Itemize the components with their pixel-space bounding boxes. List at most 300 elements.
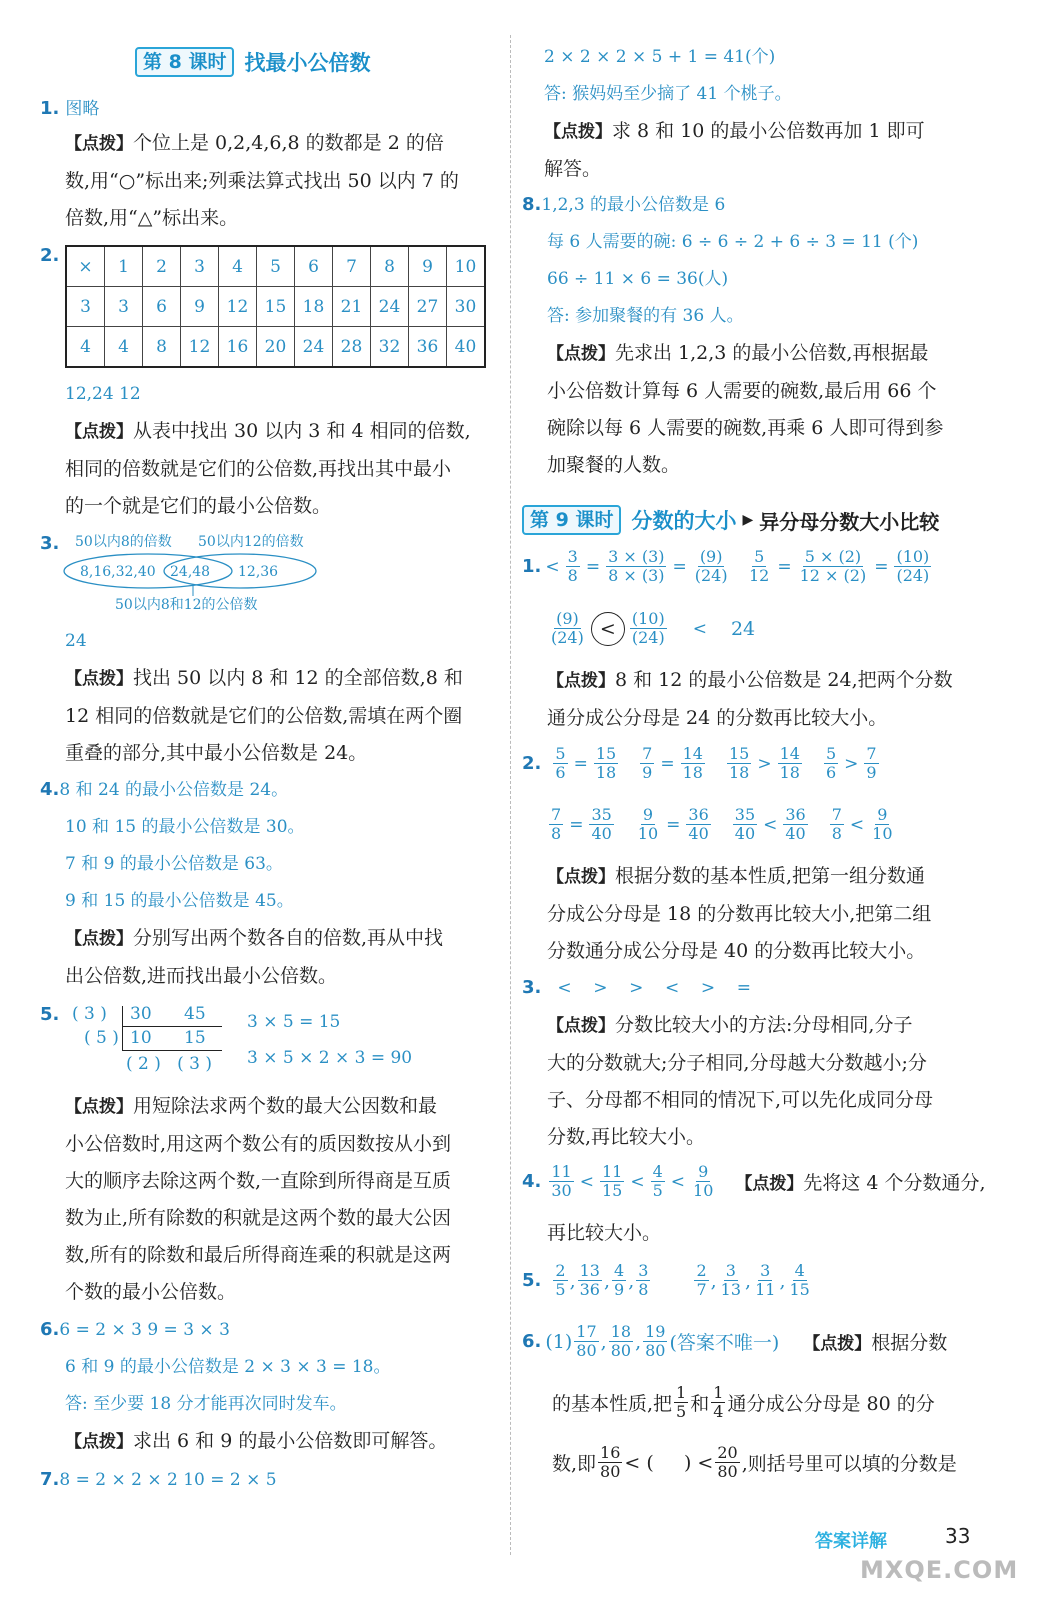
- fraction: [787, 1262, 811, 1299]
- answer-line: 6 和 9 的最小公倍数是 2 × 3 × 3 = 18。: [65, 1357, 391, 1377]
- tip-line: 8 和 12 的最小公倍数是 24,把两个分数: [615, 669, 953, 691]
- tip-line: 分成公分母是 18 的分数再比较大小,把第二组: [547, 903, 932, 925]
- question-number: 3.: [40, 533, 60, 554]
- numerator: 7: [551, 805, 562, 824]
- question-number: 6.: [40, 1319, 60, 1340]
- venn-bottom-caption: 50以内8和12的公倍数: [115, 597, 258, 613]
- numerator: 4: [652, 1162, 663, 1181]
- numerator: 1: [676, 1383, 687, 1402]
- r-q1-tip: [547, 662, 953, 737]
- fraction: [640, 745, 654, 782]
- table-cell: 40: [447, 327, 486, 368]
- tip-line: 根据分数的基本性质,把第一组分数通: [615, 865, 926, 887]
- numerator: 20: [717, 1443, 738, 1462]
- tip-line: 再比较大小。: [547, 1222, 662, 1244]
- numerator: (9): [556, 609, 579, 628]
- divisor: ( 5 ): [84, 1028, 119, 1048]
- fraction: [553, 1262, 567, 1299]
- note: (答案不唯一): [669, 1332, 780, 1354]
- table-cell: 10: [447, 246, 486, 287]
- venn-right-set: 12,36: [238, 564, 279, 580]
- table-cell: 28: [333, 327, 371, 368]
- lesson-title: 找最小公倍数: [244, 51, 371, 75]
- numerator: 5: [754, 547, 765, 566]
- fraction: [612, 1262, 626, 1299]
- table-cell: 6: [143, 287, 181, 327]
- table-cell: 4: [105, 327, 143, 368]
- answer: < > > < > =: [557, 978, 751, 998]
- denominator: (24): [694, 566, 728, 585]
- tip-line: 通分成公分母是 24 的分数再比较大小。: [547, 707, 888, 729]
- tip-line: 求 8 和 10 的最小公倍数再加 1 即可: [612, 120, 925, 142]
- numerator: 18: [610, 1322, 632, 1341]
- divisor: ( 3 ): [72, 1004, 107, 1024]
- denominator: 80: [610, 1341, 632, 1360]
- denominator: 40: [785, 824, 806, 843]
- denominator: 12 × (2): [799, 566, 867, 585]
- tip-line: 倍数,用“△”标出来。: [65, 207, 239, 229]
- tip-line: 分数比较大小的方法:分母相同,分子: [615, 1014, 913, 1036]
- arrow-right-icon: ▶: [742, 512, 754, 528]
- table-cell: 9: [409, 246, 447, 287]
- denominator: 18: [779, 763, 800, 782]
- question-number: 2.: [40, 245, 60, 266]
- denominator: (24): [631, 628, 665, 647]
- page-number: 33: [945, 1524, 971, 1548]
- numerator: 14: [682, 744, 703, 763]
- question-number: 1.: [522, 556, 542, 577]
- numerator: 3: [760, 1261, 771, 1280]
- denominator: 80: [600, 1462, 621, 1481]
- numerator: 4: [794, 1261, 805, 1280]
- tip-line: 加聚餐的人数。: [547, 454, 681, 476]
- tip-label: 【点拨】: [547, 671, 615, 691]
- tip-line: 个位上是 0,2,4,6,8 的数都是 2 的倍: [133, 132, 444, 154]
- table-cell: 3: [181, 246, 219, 287]
- table-cell: 12: [181, 327, 219, 368]
- numerator: (10): [896, 547, 930, 566]
- fraction: [600, 1163, 624, 1200]
- fraction: [727, 745, 751, 782]
- q2-tip: [65, 413, 471, 525]
- lesson-badge: 第 9 课时: [522, 505, 621, 535]
- tip-line: 小公倍数计算每 6 人需要的碗数,最后用 66 个: [547, 380, 937, 402]
- answer-line: 10 和 15 的最小公倍数是 30。: [65, 817, 305, 837]
- q2-label: [40, 244, 59, 266]
- numerator: 3: [725, 1261, 736, 1280]
- denominator: 9: [614, 1280, 625, 1299]
- denominator: 40: [734, 824, 756, 843]
- tip-line: 找出 50 以内 8 和 12 的全部倍数,8 和: [133, 667, 463, 689]
- denominator: 6: [825, 763, 837, 782]
- numerator: 36: [785, 805, 806, 824]
- answer: 24: [730, 617, 756, 640]
- denominator: (24): [551, 628, 584, 647]
- tip-label: 【点拨】: [803, 1334, 872, 1354]
- lesson-9-header: [522, 505, 939, 535]
- r-q2-line2: $\frac{7}{8}$ = $\frac{35}{40}$ $\frac{9}{10}$ = $\frac{36}{40}$ $\frac{35}{40}$ < $\frac{36}{40}$ $\frac{7}{8}$ < $\frac{9}{10}$: [551, 805, 893, 843]
- venn-left-set: 8,16,32,40: [80, 564, 156, 580]
- watermark: MXQE.COM: [860, 1556, 1019, 1584]
- venn-caption-b: 50以内12的倍数: [198, 534, 304, 550]
- tip-line: 大的顺序去除这两个数,一直除到所得商是互质: [65, 1170, 452, 1192]
- fraction: [783, 806, 807, 843]
- tip-line: 子、分母都不相同的情况下,可以先化成同分母: [547, 1089, 934, 1111]
- table-cell: 24: [371, 287, 409, 327]
- fraction: [719, 1262, 743, 1299]
- table-cell: 9: [181, 287, 219, 327]
- denominator: 5: [676, 1402, 687, 1421]
- tip-label: 【点拨】: [544, 122, 612, 142]
- table-cell: 24: [295, 327, 333, 368]
- fraction: [681, 745, 705, 782]
- tip-line: 和: [690, 1393, 710, 1415]
- numerator: 13: [579, 1261, 600, 1280]
- numerator: 5: [825, 744, 837, 763]
- question-number: 8.: [522, 194, 542, 215]
- numerator: 1: [713, 1383, 724, 1402]
- numerator: 2: [555, 1261, 566, 1280]
- table-row: [66, 287, 485, 327]
- q5-label: [40, 1003, 59, 1025]
- question-number: 1.: [40, 98, 60, 119]
- table-cell: 8: [143, 327, 181, 368]
- table-cell: 27: [409, 287, 447, 327]
- tip-label: 【点拨】: [65, 669, 133, 689]
- answer-line: 6 = 2 × 3 9 = 3 × 3: [59, 1320, 230, 1340]
- fraction: [824, 745, 838, 782]
- numerator: 11: [601, 1162, 623, 1181]
- table-cell: 16: [219, 327, 257, 368]
- fraction: [674, 1384, 688, 1421]
- denominator: 11: [755, 1280, 776, 1299]
- answer-line: 答: 猴妈妈至少摘了 41 个桃子。: [544, 84, 792, 104]
- q2-answer: 12,24 12: [65, 384, 141, 404]
- fraction: [598, 1444, 622, 1481]
- fraction: [549, 1163, 573, 1200]
- q5-eq1: 3 × 5 = 15: [247, 1012, 341, 1032]
- numerator: 19: [645, 1322, 666, 1341]
- numerator: 35: [734, 805, 756, 824]
- fraction: [606, 548, 666, 585]
- tip-line: 12 相同的倍数就是它们的公倍数,需填在两个圈: [65, 705, 463, 727]
- table-cell: 36: [409, 327, 447, 368]
- fraction: [870, 806, 894, 843]
- denominator: 30: [551, 1181, 572, 1200]
- q4: [40, 771, 305, 920]
- fraction: [798, 548, 869, 585]
- fraction: [711, 1384, 725, 1421]
- quotient-row: 10 15: [130, 1028, 206, 1048]
- fraction: [589, 806, 613, 843]
- tip-line: 数,用“○”标出来;列乘法算式找出 50 以内 7 的: [65, 170, 459, 192]
- q5-tip: [65, 1088, 451, 1311]
- question-number: 7.: [40, 1469, 60, 1490]
- answer-line: 1,2,3 的最小公倍数是 6: [541, 195, 726, 215]
- tip-line: ,则括号里可以填的分数是: [741, 1453, 957, 1475]
- tip-line: 重叠的部分,其中最小公倍数是 24。: [65, 742, 368, 764]
- fraction: [778, 745, 802, 782]
- tip-line: 小公倍数时,用这两个数公有的质因数按从小到: [65, 1133, 452, 1155]
- numerator: 3: [638, 1261, 649, 1280]
- r-q2-line1: 2. $\frac{5}{6}$ = $\frac{15}{18}$ $\frac{7}{9}$ = $\frac{14}{18}$ $\frac{15}{18}$ > $\frac{14}{18}$ $\frac{5}{6}$ > $\frac{7}{9}$: [522, 744, 877, 782]
- denominator: (24): [896, 566, 930, 585]
- numerator: 7: [642, 744, 653, 763]
- denominator: 18: [682, 763, 703, 782]
- tip-line: 数,即: [552, 1453, 597, 1475]
- numerator: 7: [831, 805, 842, 824]
- numerator: 7: [866, 744, 877, 763]
- tip-line: 数为止,所有除数的积就是这两个数的最大公因: [65, 1207, 452, 1229]
- table-cell: 4: [66, 327, 105, 368]
- q1-tip: [65, 125, 459, 237]
- table-row: [66, 246, 485, 287]
- denominator: 40: [591, 824, 612, 843]
- r-q2-tip: [547, 858, 931, 970]
- table-cell: 21: [333, 287, 371, 327]
- tip-line: 用短除法求两个数的最大公因数和最: [133, 1095, 438, 1117]
- fraction: [753, 1262, 777, 1299]
- lesson-badge: 第 8 课时: [135, 47, 234, 77]
- numerator: 17: [576, 1322, 597, 1341]
- table-cell: 32: [371, 327, 409, 368]
- answer-line: 7 和 9 的最小公倍数是 63。: [65, 854, 283, 874]
- tip-line: 分别写出两个数各自的倍数,再从中找: [133, 927, 444, 949]
- question-number: 3.: [522, 977, 542, 998]
- denominator: 8: [551, 824, 562, 843]
- denominator: 15: [601, 1181, 623, 1200]
- denominator: 8: [831, 824, 842, 843]
- fraction: [630, 610, 667, 647]
- tip-line: 数,所有的除数和最后所得商连乘的积就是这两: [65, 1244, 452, 1266]
- lesson-subtitle: 异分母分数大小比较: [759, 509, 940, 534]
- denominator: 40: [688, 824, 709, 843]
- r-q1-line2: [547, 610, 755, 647]
- tip-line: 大的分数就大;分子相同,分母越大分数越小;分: [547, 1052, 927, 1074]
- answer-line: 9 和 15 的最小公倍数是 45。: [65, 891, 294, 911]
- venn-caption-a: 50以内8的倍数: [75, 534, 172, 550]
- q3-label: [40, 532, 59, 554]
- fraction: [691, 1163, 715, 1200]
- r-q6-line3: [552, 1444, 957, 1481]
- answer-line: 答: 参加聚餐的有 36 人。: [547, 306, 744, 326]
- tip-line: 先将这 4 个分数通分,: [803, 1172, 986, 1194]
- tip-label: 【点拨】: [547, 344, 615, 364]
- denominator: 4: [713, 1402, 724, 1421]
- tip-label: 【点拨】: [65, 929, 133, 949]
- question-number: 5.: [522, 1270, 542, 1291]
- r-q3: [522, 976, 751, 998]
- tip-line: 相同的倍数就是它们的公倍数,再找出其中最小: [65, 458, 452, 480]
- tip-line: 分数通分成公分母是 40 的分数再比较大小。: [547, 940, 926, 962]
- table-cell: 1: [105, 246, 143, 287]
- fraction: [894, 548, 931, 585]
- table-cell: 12: [219, 287, 257, 327]
- fraction: [636, 806, 660, 843]
- denominator: 10: [637, 824, 659, 843]
- multiplication-table: [65, 245, 486, 368]
- tip-line: 先求出 1,2,3 的最小公倍数,再根据最: [615, 342, 929, 364]
- denominator: 13: [720, 1280, 742, 1299]
- denominator: 8: [567, 566, 578, 585]
- numerator: 5: [555, 744, 566, 763]
- denominator: 8: [638, 1280, 649, 1299]
- table-row: [66, 327, 485, 368]
- fraction: [549, 610, 586, 647]
- numerator: (9): [699, 547, 723, 566]
- fraction: [609, 1323, 633, 1360]
- tip-line: 碗除以每 6 人需要的碗数,再乘 6 人即可得到参: [547, 417, 944, 439]
- denominator: 5: [555, 1280, 566, 1299]
- answer-line: 每 6 人需要的碗: 6 ÷ 6 ÷ 2 + 6 ÷ 3 = 11 (个): [547, 232, 919, 252]
- lesson-title: 分数的大小: [631, 509, 737, 533]
- question-number: 2.: [522, 753, 542, 774]
- compare-sign: <: [545, 556, 560, 577]
- tip-label: 【点拨】: [65, 1432, 133, 1452]
- fraction: [686, 806, 710, 843]
- fraction: [693, 548, 730, 585]
- numerator: 16: [600, 1443, 621, 1462]
- tip-line: 解答。: [544, 158, 602, 180]
- tip-label: 【点拨】: [65, 134, 133, 154]
- answer-line: 66 ÷ 11 × 6 = 36(人): [547, 269, 729, 289]
- table-cell: 15: [257, 287, 295, 327]
- tip-line: 根据分数: [871, 1332, 948, 1354]
- denominator: 18: [728, 763, 750, 782]
- answer-line: 答: 至少要 18 分才能再次同时发车。: [65, 1394, 347, 1414]
- lesson-8-header: [135, 47, 370, 77]
- denominator: 36: [579, 1280, 600, 1299]
- numerator: 4: [614, 1261, 625, 1280]
- r-q3-tip: [547, 1007, 933, 1156]
- table-cell: 7: [333, 246, 371, 287]
- denominator: 10: [872, 824, 893, 843]
- fraction: [574, 1323, 598, 1360]
- fraction: [643, 1323, 667, 1360]
- denominator: 5: [652, 1181, 663, 1200]
- denominator: 9: [642, 763, 653, 782]
- q1: [40, 94, 99, 119]
- question-number: 4.: [522, 1171, 542, 1192]
- tip-label: 【点拨】: [735, 1174, 804, 1194]
- denominator: 18: [595, 763, 617, 782]
- denominator: 7: [696, 1280, 707, 1299]
- denominator: 12: [748, 566, 770, 585]
- fraction: [549, 806, 563, 843]
- denominator: 80: [645, 1341, 666, 1360]
- denominator: 6: [555, 763, 566, 782]
- fraction: [651, 1163, 665, 1200]
- sub-number: (1): [545, 1330, 573, 1353]
- compare-sign: <: [692, 618, 707, 639]
- r-q5: 5. $\frac{2}{5}$ , $\frac{13}{36}$ , $\frac{4}{9}$ , $\frac{3}{8}$ $\frac{2}{7}$ , $\frac{3}{13}$ , $\frac{3}{11}$ , $\frac{4}{15}$: [522, 1261, 810, 1299]
- r-q4: 4. $\frac{11}{30}$ < $\frac{11}{15}$ < $\frac{4}{5}$ < $\frac{9}{10}$ 【点拨】先将这 4 个分数通分,: [522, 1162, 986, 1200]
- tip-line: 通分成公分母是 80 的分: [727, 1393, 935, 1415]
- q8: [522, 186, 943, 484]
- compare-circle: <: [591, 612, 625, 646]
- answer-line: 8 = 2 × 2 × 2 10 = 2 × 5: [59, 1470, 277, 1490]
- fraction: [566, 548, 580, 585]
- table-cell: 3: [105, 287, 143, 327]
- denominator: 8 × (3): [608, 566, 665, 585]
- numerator: 5 × (2): [804, 547, 862, 566]
- tip-label: 【点拨】: [547, 1016, 615, 1036]
- table-cell: 3: [66, 287, 105, 327]
- denominator: 15: [789, 1280, 810, 1299]
- fraction: [578, 1262, 602, 1299]
- q5-eq2: 3 × 5 × 2 × 3 = 90: [247, 1048, 413, 1068]
- numerator: 15: [595, 744, 617, 763]
- table-cell: 2: [143, 246, 181, 287]
- table-cell: 8: [371, 246, 409, 287]
- tip-label: 【点拨】: [547, 867, 615, 887]
- fraction: [553, 745, 567, 782]
- answer: 图略: [65, 99, 100, 119]
- tip-line: 个数的最小公倍数。: [65, 1281, 237, 1303]
- table-cell: 5: [257, 246, 295, 287]
- tip-label: 【点拨】: [65, 1097, 133, 1117]
- fraction: [715, 1444, 739, 1481]
- venn-common-set: 24,48: [170, 564, 211, 580]
- question-number: 5.: [40, 1004, 60, 1025]
- tip-line: 的一个就是它们的最小公倍数。: [65, 495, 332, 517]
- numerator: 36: [688, 805, 709, 824]
- final-row: ( 2 ) ( 3 ): [126, 1054, 212, 1074]
- tip-line: < ( ) <: [624, 1451, 714, 1474]
- footer-label: 答案详解: [815, 1531, 887, 1552]
- question-number: 4.: [40, 779, 60, 800]
- question-number: 6.: [522, 1331, 542, 1352]
- tip-line: 求出 6 和 9 的最小公倍数即可解答。: [133, 1430, 448, 1452]
- table-cell: 4: [219, 246, 257, 287]
- numerator: (10): [631, 609, 665, 628]
- denominator: 80: [576, 1341, 597, 1360]
- denominator: 9: [866, 763, 877, 782]
- q7-continued: [544, 39, 925, 188]
- q6: [40, 1311, 447, 1499]
- answer-line: 2 × 2 × 2 × 5 + 1 = 41(个): [544, 47, 776, 67]
- table-cell: 20: [257, 327, 295, 368]
- numerator: 3: [567, 547, 578, 566]
- r-q6-line2: [552, 1384, 935, 1421]
- venn-diagram: [60, 530, 340, 620]
- fraction: [694, 1262, 708, 1299]
- fraction: [864, 745, 878, 782]
- fraction: [747, 548, 771, 585]
- fraction: [636, 1262, 650, 1299]
- numerator: 2: [696, 1261, 707, 1280]
- numerator: 11: [551, 1162, 572, 1181]
- tip-line: 从表中找出 30 以内 3 和 4 相同的倍数,: [133, 420, 471, 442]
- fraction: [594, 745, 618, 782]
- denominator: 80: [717, 1462, 738, 1481]
- short-division: [72, 1004, 222, 1076]
- numerator: 9: [698, 1162, 709, 1181]
- column-divider: [510, 35, 511, 1555]
- table-cell: 30: [447, 287, 486, 327]
- tip-line: 出公倍数,进而找出最小公倍数。: [65, 965, 338, 987]
- r-q1-line1: 1. < $\frac{3}{8}$ = $\frac{3 \times (3)}{8 \times (3)}$ = $\frac{(9)}{(24)}$ $\frac{5}{12}$ = $\frac{5 \times (2)}{12 \times (2)}$ = $\frac{(10)}{(24)}$: [522, 547, 930, 585]
- q4-tip: [65, 920, 443, 995]
- fraction: [733, 806, 757, 843]
- denominator: 10: [693, 1181, 714, 1200]
- table-cell: 18: [295, 287, 333, 327]
- q3-answer: 24: [65, 631, 87, 651]
- answer-line: 8 和 24 的最小公倍数是 24。: [59, 780, 289, 800]
- dividend-row: 30 45: [130, 1004, 206, 1024]
- numerator: 14: [779, 744, 800, 763]
- numerator: 3 × (3): [608, 547, 665, 566]
